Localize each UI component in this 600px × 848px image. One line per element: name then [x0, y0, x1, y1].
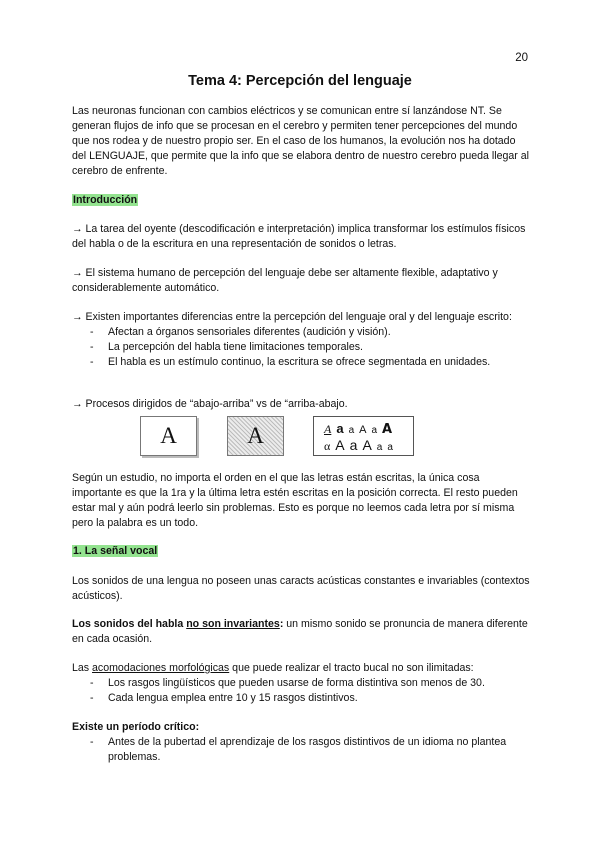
- letter-variant: a: [348, 425, 355, 436]
- text: que puede realizar el tracto bucal no son ilimitadas:: [229, 662, 474, 674]
- list-item: - El habla es un estímulo continuo, la escritura se ofrece segmentada en unidades.: [72, 355, 532, 370]
- page-number: 20: [515, 52, 528, 64]
- page-title: Tema 4: Percepción del lenguaje: [188, 73, 412, 89]
- letter-variant: a: [376, 442, 383, 453]
- critical-period: [72, 720, 532, 765]
- differences-list: [72, 325, 532, 370]
- rasgos-list: [72, 676, 532, 706]
- text: Las: [72, 662, 93, 674]
- study-paragraph: Según un estudio, no importa el orden en el que las letras están escritas, la única cosa importante es que la 1ra y la última letra estén escritas en la posición correcta. El resto pueden estar mal y aún podrá leerlo sin problemas. Esto es porque no leemos cada letra por sí misma pero la palabra es un todo.: [72, 472, 518, 529]
- intro-point-3: [72, 310, 532, 370]
- critical-period-heading: Existe un período crítico:: [72, 721, 200, 733]
- letter-variant: A: [359, 424, 367, 436]
- highlighted-heading: 1. La señal vocal: [73, 545, 158, 557]
- critical-period-list: [72, 735, 532, 765]
- intro-point-3-text: → Existen importantes diferencias entre la percepción del lenguaje oral y del lenguaje escrito:: [72, 311, 512, 323]
- letter-variant: a: [387, 442, 393, 453]
- letter-variant: a: [336, 421, 344, 436]
- letter-variant: A: [335, 437, 345, 453]
- variants-row-2: [324, 437, 398, 455]
- letter-variant: α: [324, 439, 331, 453]
- variants-row-1: [324, 420, 397, 438]
- letter-variant: a: [371, 425, 378, 436]
- senal-paragraph-1: Los sonidos de una lengua no poseen unas caracts acústicas constantes e invariables (contextos acústicos).: [72, 575, 530, 602]
- intro-paragraph: Las neuronas funcionan con cambios eléctricos y se comunican entre sí lanzándose NT. Se generan flujos de info que se procesan en el cerebro y permiten tener percepciones del mundo que nos rodea y de nuestro propio ser. En el caso de los humanos, la evolución nos ha dotado del LENGUAJE, que permite que la info que se elabora dentro de nuestro cerebro pueda llegar al cerebro de enfrente.: [72, 105, 529, 177]
- letter-variant: A: [362, 437, 372, 453]
- list-item: - Antes de la pubertad el aprendizaje de los rasgos distintivos de un idioma no plantea problemas.: [72, 735, 532, 765]
- senal-paragraph-2-rest: un mismo sonido se pronuncia de manera diferente en cada ocasión.: [72, 618, 528, 645]
- underlined-term: acomodaciones morfológicas: [92, 662, 230, 674]
- list-item: - Afectan a órganos sensoriales diferentes (audición y visión).: [72, 325, 532, 340]
- figure-letter-box-noisy: [227, 416, 284, 456]
- list-item: - Los rasgos lingüísticos que pueden usarse de forma distintiva son menos de 30.: [72, 676, 532, 691]
- figure-letter: A: [160, 423, 177, 448]
- letter-variant: A: [324, 422, 332, 436]
- figure-letter-box-plain: [140, 416, 197, 456]
- list-item: - La percepción del habla tiene limitaciones temporales.: [72, 340, 532, 355]
- bold-colon: :: [279, 618, 284, 630]
- section-heading-senal-vocal: [72, 544, 532, 559]
- senal-paragraph-3: [72, 661, 532, 706]
- list-item: - Cada lengua emplea entre 10 y 15 rasgos distintivos.: [72, 691, 532, 706]
- letter-variant: a: [349, 437, 358, 453]
- senal-paragraph-2: [72, 617, 532, 647]
- intro-point-1: → La tarea del oyente (descodificación e interpretación) implica transformar los estímulos físicos del habla o de la escritura en una representación de sonidos o letras.: [72, 223, 526, 250]
- bold-underlined: no son invariantes: [186, 618, 280, 630]
- figure-letter: A: [247, 423, 264, 448]
- letter-variant: A: [382, 422, 393, 437]
- highlighted-heading: Introducción: [73, 194, 138, 206]
- section-heading-introduccion: [72, 193, 532, 208]
- bold-lead: Los sonidos del habla: [72, 618, 187, 630]
- intro-point-2: → El sistema humano de percepción del lenguaje debe ser altamente flexible, adaptativo y considerablemente automático.: [72, 267, 498, 294]
- intro-point-4: → Procesos dirigidos de “abajo-arriba” vs de “arriba-abajo.: [72, 398, 348, 410]
- figure-letter-variants: [313, 416, 414, 456]
